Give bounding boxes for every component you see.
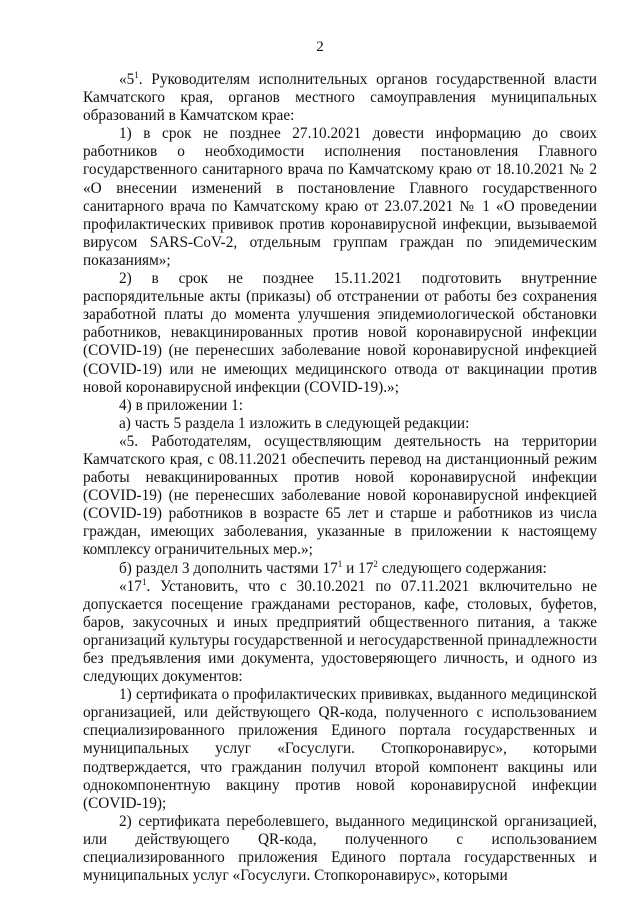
paragraph-text: . Установить, что с 30.10.2021 по 07.11.2021 включительно не допускается посещение гражданами ресторанов, кафе, столовых, буфетов, баров, закусочных и иных предприятий общественного питания, а также организаций культуры государственной и негосударственной принадлежности без предъявления ими документа, удостоверяющего личность, и одного из следующих документов:: [83, 577, 597, 686]
superscript: 1: [337, 558, 343, 569]
paragraph-text: . Руководителям исполнительных органов государственной власти Камчатского края, органов местного самоуправления муниципальных образований в Камчатском крае:: [83, 71, 597, 125]
superscript: 2: [373, 558, 378, 569]
paragraph-text: «17: [119, 577, 142, 595]
paragraph-text: 4) в приложении 1:: [119, 396, 243, 414]
paragraph-text: «5. Работодателям, осуществляющим деятельность на территории Камчатского края, с 08.11.2021 обеспечить перевод на дистанционный режим работы невакцинированных против новой коронавирусной инфекции (COVID-19) (не перенесших заболевание новой коронавирусной инфекцией (COVID-19) работников в возрасте 65 лет и старше и работников из числа граждан, имеющих заболевания, указанные в приложении к настоящему комплексу ограничительных мер.»;: [83, 432, 597, 559]
paragraph-item-b: [83, 560, 597, 578]
paragraph-subitem-1: [83, 686, 597, 813]
paragraph-5-1: [83, 71, 597, 125]
document-body: [83, 71, 597, 885]
paragraph-text: б) раздел 3 дополнить частями 17: [119, 559, 338, 577]
paragraph-part-5: [83, 433, 597, 560]
superscript: 1: [141, 576, 147, 587]
paragraph-text: 2) в срок не позднее 15.11.2021 подготовить внутренние распорядительные акты (приказы) об отстранении от работы без сохранения заработной платы до момента улучшения эпидемиологической обстановки работников, невакцинированных против новой коронавирусной инфекции (COVID-19) (не перенесших заболевание новой коронавирусной инфекцией (COVID-19) или не имеющих медицинского отвода от вакцинации против новой коронавирусной инфекции (COVID-19).»;: [83, 270, 597, 396]
paragraph-text: «5: [119, 71, 135, 88]
paragraph-text: следующего содержания:: [377, 559, 547, 577]
paragraph-item-1: [83, 125, 597, 270]
paragraph-item-4: [83, 397, 597, 415]
paragraph-subitem-2: [83, 813, 597, 885]
page-number: 2: [316, 39, 324, 55]
paragraph-part-17-1: [83, 578, 597, 687]
paragraph-text: а) часть 5 раздела 1 изложить в следующей редакции:: [119, 414, 470, 432]
superscript: 1: [134, 70, 139, 80]
paragraph-text: 2) сертификата переболевшего, выданного медицинской организацией, или действующего QR-кода, полученного с использованием специализированного приложения Единого портала государственных и муниципальных услуг «Госуслуги. Стопкоронавирус», которыми: [83, 812, 597, 885]
paragraph-text: 1) сертификата о профилактических прививках, выданного медицинской организацией, или действующего QR-кода, полученного с использованием специализированного приложения Единого портала государственных и муниципальных услуг «Госуслуги. Стопкоронавирус», которыми подтверждается, что гражданин получил второй компонент вакцины или однокомпонентную вакцину против новой коронавирусной инфекции (COVID-19);: [83, 686, 597, 812]
paragraph-item-2: [83, 270, 597, 397]
paragraph-text: и 17: [342, 559, 374, 577]
paragraph-item-a: [83, 415, 597, 433]
paragraph-text: 1) в срок не позднее 27.10.2021 довести информацию до своих работников о необходимости исполнения постановления Главного государственного санитарного врача по Камчатскому краю от 18.10.2021 № 2 «О внесении изменений в постановление Главного государственного санитарного врача по Камчатскому краю от 23.07.2021 № 1 «О проведении профилактических прививок против коронавирусной инфекции, вызываемой вирусом SARS-CoV-2, отдельным группам граждан по эпидемическим показаниям»;: [83, 125, 597, 269]
